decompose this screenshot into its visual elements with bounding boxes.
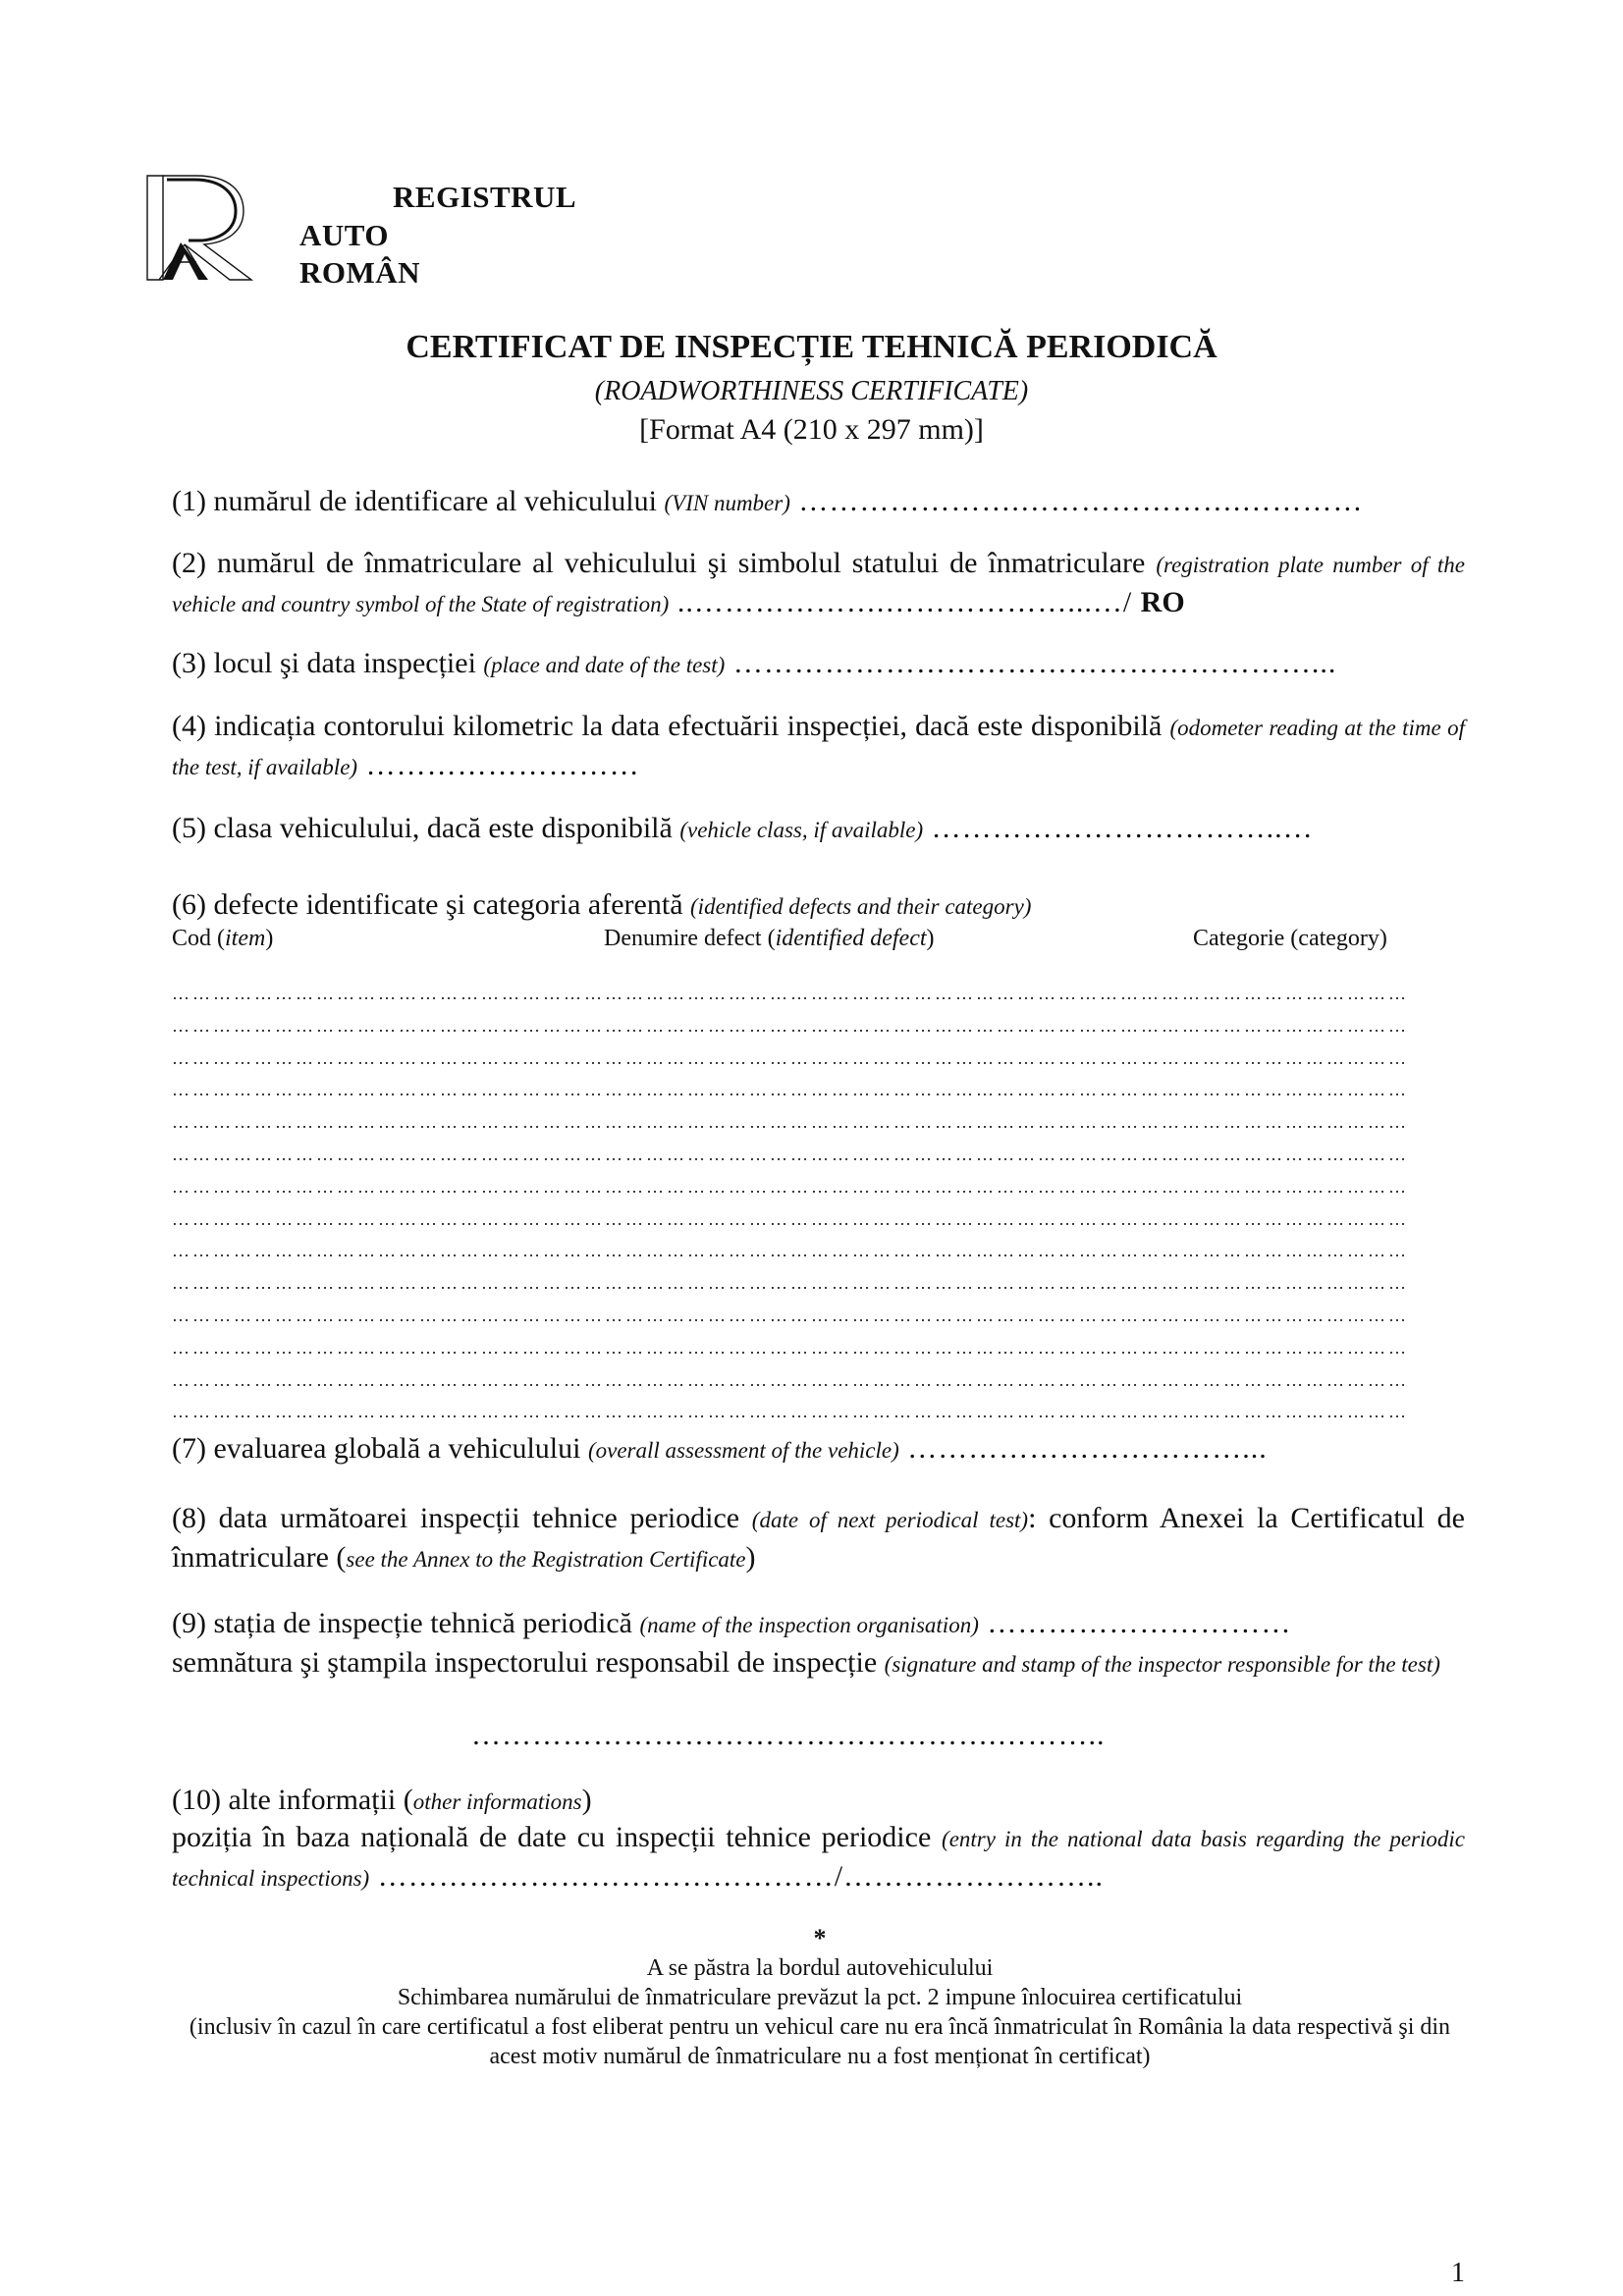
field-4-label: (4) indicația contorului kilometric la data efectuării inspecției, dacă este disponibilă [172, 710, 1170, 742]
field-2-country: RO [1140, 586, 1185, 618]
field-9-inspection-station [172, 1605, 1465, 1644]
defect-row[interactable]: ……………………………………………………………………………………………………………………………………………………………… [172, 1241, 1409, 1261]
field-8-label: (8) data următoarei inspecții tehnice periodice [172, 1502, 752, 1534]
field-9-en: (name of the inspection organisation) [639, 1613, 979, 1637]
defect-row[interactable]: ……………………………………………………………………………………………………………………………………………………………… [172, 1273, 1409, 1294]
field-2-en: (registration plate number of the vehicle and country symbol of the State of registration) [172, 553, 1465, 616]
field-2-label: (2) numărul de înmatriculare al vehiculului şi simbolul statului de înmatriculare [172, 547, 1157, 579]
defect-row[interactable]: ……………………………………………………………………………………………………………………………………………………………… [172, 1047, 1409, 1068]
field-3-dots: …………………………………………………... [725, 647, 1337, 679]
field-1-dots: ………………….………………….………… [789, 485, 1364, 517]
field-9-sig-en: (signature and stamp of the inspector responsible for the test) [884, 1652, 1440, 1677]
field-10-pos-en: (entry in the national data basis regarding the periodic technical inspections) [172, 1827, 1465, 1891]
field-3-label: (3) locul şi data inspecției [172, 647, 484, 679]
field-4-odometer [172, 708, 1465, 786]
field-6-defects [172, 886, 1465, 926]
defects-table-body [172, 984, 1465, 1434]
field-3-en: (place and date of the test) [483, 653, 726, 677]
field-4-en: (odometer reading at the time of the test, if available) [172, 716, 1465, 779]
field-6-label: (6) defecte identificate şi categoria aferentă [172, 888, 691, 921]
field-9-dots: ………………………… [978, 1607, 1292, 1639]
field-8-en2: see the Annex to the Registration Certificate [346, 1547, 746, 1572]
footnote-line-1: A se păstra la bordul autovehiculului [646, 1955, 994, 1981]
document-subtitle: (ROADWORTHINESS CERTIFICATE) [594, 376, 1029, 406]
footnote-line-2: Schimbarea numărului de înmatriculare prevăzut la pct. 2 impune înlocuirea certificatului [397, 1985, 1243, 2010]
field-5-label: (5) clasa vehiculului, dacă este disponibilă [172, 812, 680, 844]
field-9-label: (9) stația de inspecție tehnică periodică [172, 1607, 640, 1639]
defect-row[interactable]: ……………………………………………………………………………………………………………………………………………………………… [172, 1144, 1409, 1164]
defect-row[interactable]: ……………………………………………………………………………………………………………………………………………………………… [172, 1402, 1409, 1422]
field-5-dots: ……………………………..… [923, 812, 1314, 844]
signature-line[interactable]: …………………………………………….……….. [471, 1719, 1106, 1751]
defect-row[interactable]: ……………………………………………………………………………………………………………………………………………………………… [172, 984, 1409, 1003]
document-title: CERTIFICAT DE INSPECȚIE TEHNICĂ PERIODICĂ [406, 329, 1217, 365]
field-2-dots: ..……………….………………...…/ [669, 586, 1141, 618]
field-8-en: (date of next periodical test) [751, 1508, 1029, 1532]
footnote-line-3: (inclusiv în cazul în care certificatul a fost eliberat pentru un vehicul care nu era încă înmatriculat în România la data respectivă şi din acest motiv numărul de înmatriculare nu a fost menționat în certificat) [189, 2014, 1451, 2069]
defect-row[interactable]: ……………………………………………………………………………………………………………………………………………………………… [172, 1337, 1409, 1358]
field-10-en: other informations [412, 1789, 582, 1814]
logo-text-registrul: REGISTRUL [393, 180, 577, 214]
field-8-close: ) [745, 1541, 756, 1574]
footnote [167, 1924, 1473, 2071]
defect-row[interactable]: ……………………………………………………………………………………………………………………………………………………………… [172, 1080, 1409, 1100]
field-1-vin [172, 483, 1465, 522]
field-1-label: (1) numărul de identificare al vehiculului [172, 485, 665, 517]
column-header-category: Categorie (category) [1193, 926, 1387, 951]
field-1-en: (VIN number) [664, 491, 790, 515]
field-8-next-test [172, 1500, 1465, 1578]
column-header-item: Cod (item) [172, 926, 274, 951]
field-7-overall-assessment [172, 1430, 1465, 1469]
field-4-dots: ……………………… [357, 749, 640, 781]
defect-row[interactable]: ……………………………………………………………………………………………………………………………………………………………… [172, 1015, 1409, 1036]
document-format: [Format A4 (210 x 297 mm)] [639, 413, 984, 446]
field-2-registration [172, 545, 1465, 623]
defect-row[interactable]: ……………………………………………………………………………………………………………………………………………………………… [172, 1112, 1409, 1133]
field-7-en: (overall assessment of the vehicle) [587, 1438, 899, 1463]
rar-logo-icon [145, 174, 261, 284]
defect-row[interactable]: ……………………………………………………………………………………………………………………………………………………………… [172, 1305, 1409, 1325]
field-9-signature [172, 1644, 1465, 1683]
logo-text-auto: AUTO [299, 218, 390, 252]
defect-row[interactable]: ……………………………………………………………………………………………………………………………………………………………… [172, 1369, 1409, 1390]
logo-text-roman: ROMÂN [299, 255, 421, 290]
field-10-pos-label: poziția în baza națională de date cu inspecții tehnice periodice [172, 1821, 943, 1853]
field-10-close: ) [581, 1784, 592, 1816]
field-10-label: (10) alte informații ( [172, 1784, 413, 1816]
field-5-en: (vehicle class, if available) [679, 818, 924, 842]
field-5-vehicle-class [172, 810, 1465, 849]
field-7-dots: ……………………………... [898, 1432, 1268, 1465]
field-10-database-entry [172, 1819, 1465, 1897]
column-header-defect: Denumire defect (identified defect) [604, 926, 935, 951]
field-8-rest: : conform Anexei la Certificatul de înmatriculare ( [172, 1502, 1465, 1574]
defect-row[interactable]: ……………………………………………………………………………………………………………………………………………………………… [172, 1176, 1409, 1197]
field-6-en: (identified defects and their category) [690, 894, 1032, 919]
page-number: 1 [1451, 2258, 1465, 2288]
defect-row[interactable]: ……………………………………………………………………………………………………………………………………………………………… [172, 1208, 1409, 1229]
footnote-star: * [813, 1924, 827, 1952]
field-10-dots: ………………………………………/…………………….. [369, 1860, 1105, 1893]
field-3-place-date [172, 645, 1465, 684]
field-7-label: (7) evaluarea globală a vehiculului [172, 1432, 588, 1465]
field-10-other-info [172, 1782, 1465, 1821]
field-9-sig-label: semnătura şi ştampila inspectorului responsabil de inspecție [172, 1646, 885, 1679]
